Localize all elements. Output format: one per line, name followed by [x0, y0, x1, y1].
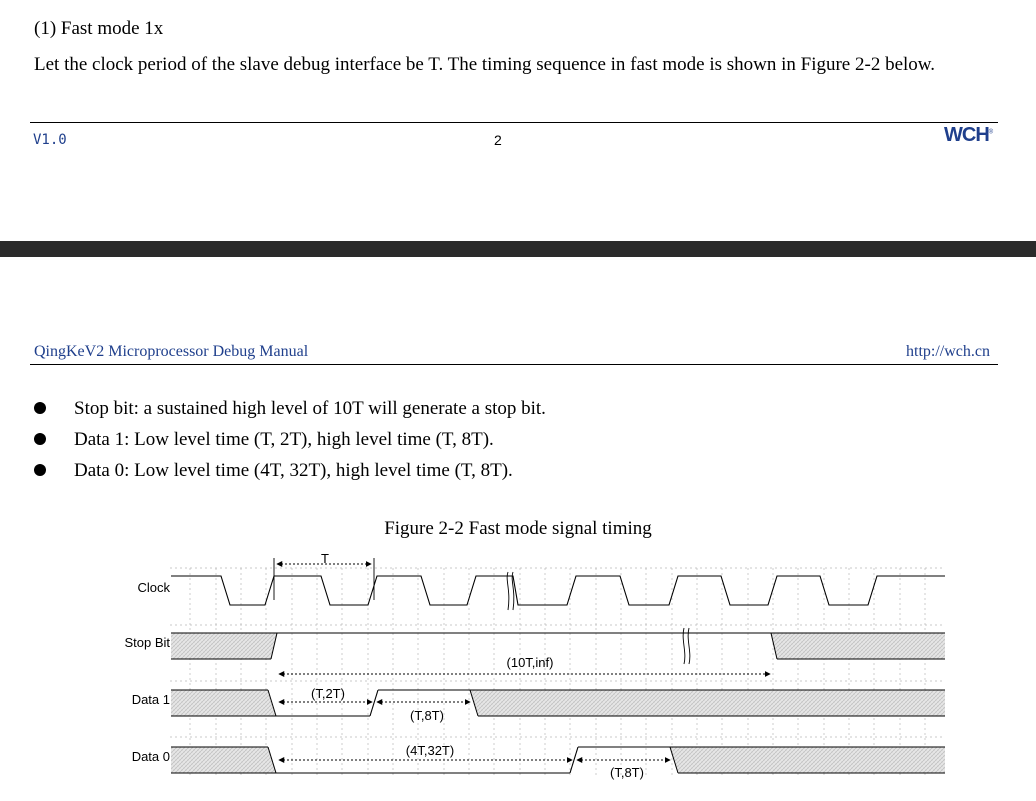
data1-waveform [171, 690, 945, 716]
footer-rule [30, 122, 998, 123]
bullet-icon [34, 464, 46, 476]
header-title: QingKeV2 Microprocessor Debug Manual [34, 343, 309, 360]
data0-high-label: (T,8T) [610, 765, 644, 780]
stop-bit-waveform [171, 633, 945, 659]
clock-waveform [171, 576, 945, 605]
timing-diagram [0, 550, 1036, 795]
version-label: V1.0 [33, 132, 67, 148]
data1-low-label: (T,2T) [311, 686, 345, 701]
signal-label-clock: Clock [137, 580, 170, 595]
period-t-label: T [321, 551, 329, 566]
section-heading: (1) Fast mode 1x [34, 18, 164, 39]
bullet-icon [34, 433, 46, 445]
bullet-text: Stop bit: a sustained high level of 10T will generate a stop bit. [74, 398, 546, 419]
signal-label-stop-bit: Stop Bit [124, 635, 170, 650]
bullet-item-data-0 [34, 460, 513, 482]
header-url[interactable]: http://wch.cn [906, 343, 990, 360]
data1-high-label: (T,8T) [410, 708, 444, 723]
wch-logo [944, 124, 992, 147]
bullet-item-data-1 [34, 429, 494, 451]
logo-text: WCH [944, 124, 989, 146]
signal-label-data-1: Data 1 [131, 692, 170, 707]
stop-duration-label: (10T,inf) [506, 655, 554, 670]
bullet-text: Data 0: Low level time (4T, 32T), high level time (T, 8T). [74, 460, 513, 481]
bullet-item-stop-bit [34, 398, 546, 420]
bullet-text: Data 1: Low level time (T, 2T), high level time (T, 8T). [74, 429, 494, 450]
figure-caption: Figure 2-2 Fast mode signal timing [384, 518, 652, 539]
registered-mark-icon: ® [988, 129, 993, 136]
page-number: 2 [494, 132, 502, 148]
signal-label-data-0: Data 0 [131, 749, 170, 764]
page-break-bar [0, 241, 1036, 257]
intro-paragraph: Let the clock period of the slave debug interface be T. The timing sequence in fast mode is shown in Figure 2-2 below. [34, 54, 936, 75]
header-rule [30, 364, 998, 365]
data0-low-label: (4T,32T) [405, 743, 455, 758]
bullet-icon [34, 402, 46, 414]
